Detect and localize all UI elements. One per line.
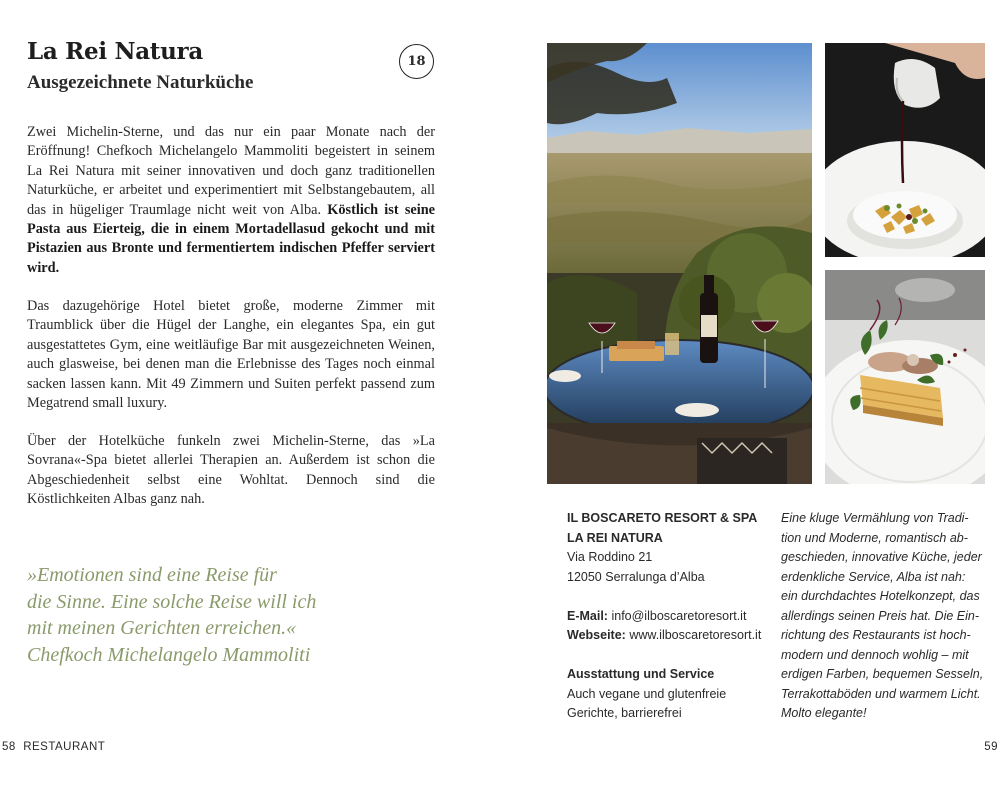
review-line: geschieden, innovative Küche, jeder — [781, 550, 982, 564]
review-line: ein durchdachtes Hotelkonzept, das — [781, 589, 980, 603]
right-page — [500, 0, 1000, 800]
amenities-heading: Ausstattung und Service — [567, 667, 715, 681]
website-label: Webseite: — [567, 628, 626, 642]
section-label: RESTAURANT — [23, 741, 106, 753]
review-line: Terrakottaböden und warmem Licht. — [781, 686, 981, 701]
quote-line: die Sinne. Eine solche Reise will ich — [27, 590, 317, 613]
review-line: Molto elegante! — [781, 706, 867, 720]
review-line: modern und dennoch wohlig – mit — [781, 647, 969, 662]
website-row — [567, 626, 772, 646]
body-paragraph-2: Das dazugehörige Hotel bietet große, moderne Zimmer mit Traumblick über die Hügel der Langhe, ein elegantes Spa, ein gut ausgestattetes Gym, eine weitläufige Bar mit ausgezeichneten Weinen, auch glasweise, bei denen man die Erlebnisse des Tages noch einmal sacken lassen kann. Mit 49 Zimmern und Suiten perfekt passend zum Megatrend small luxury. — [27, 298, 435, 412]
body-paragraph-1 — [27, 123, 435, 278]
review-line: erdenkliche Service, Alba ist nah: — [781, 569, 966, 584]
restaurant-name: LA REI NATURA — [567, 530, 663, 545]
quote-line: mit meinen Gerichten erreichen.« — [27, 617, 297, 639]
page-title: La Rei Natura — [27, 38, 203, 65]
chef-quote — [27, 562, 367, 668]
email-label: E-Mail: — [567, 608, 608, 623]
folio-left — [2, 741, 105, 753]
quote-attribution: Chefkoch Michelangelo Mammoliti — [27, 643, 311, 666]
amenities-text: Gerichte, barrierefrei — [567, 706, 682, 720]
email-value: info@ilboscaretoresort.it — [611, 608, 747, 623]
email-row — [567, 607, 772, 627]
review-line: allerdings seinen Preis hat. Die Ein- — [781, 608, 980, 623]
page-number-right: 59 — [984, 741, 998, 753]
review-line: tion und Moderne, romantisch ab- — [781, 530, 968, 545]
review-line: Eine kluge Vermählung von Tradi- — [781, 511, 969, 525]
terrace-wine-photo — [547, 43, 812, 484]
body-paragraph-1-bold: Köstlich ist seine Pasta aus Eierteig, die in einem Mortadellasud gekocht und mit Pistazien aus Bronte und fermentiertem indischen Pfeffer serviert wird. — [27, 201, 435, 276]
plated-dish-photo — [825, 270, 985, 484]
page-number-left: 58 — [2, 741, 16, 753]
page-subtitle: Ausgezeichnete Naturküche — [27, 72, 254, 93]
entry-number-badge: 18 — [399, 44, 434, 79]
website-value: www.ilboscaretoresort.it — [629, 628, 762, 642]
review-text — [781, 509, 991, 724]
amenities-text: Auch vegane und glutenfreie — [567, 686, 727, 701]
venue-info — [567, 509, 772, 724]
sauce-pour-photo — [825, 43, 985, 257]
venue-name: IL BOSCARETO RESORT & SPA — [567, 511, 758, 525]
spacer — [567, 587, 772, 607]
spacer — [567, 646, 772, 666]
quote-line: »Emotionen sind eine Reise für — [27, 564, 277, 586]
review-line: erdigen Farben, bequemen Sesseln, — [781, 667, 984, 681]
street-address: Via Roddino 21 — [567, 550, 653, 564]
review-line: richtung des Restaurants ist hoch- — [781, 628, 971, 642]
body-paragraph-1-regular: Zwei Michelin-Sterne, und das nur ein paar Monate nach der Eröffnung! Chefkoch Michelangelo Mammoliti begeistert in seinem La Rei Natura mit seiner innovativen und doch ganz traditionellen Naturküche, er arbeitet und experimentiert mit Selbstangebautem, all das in hügeliger Traumlage nicht weit von Alba. — [27, 124, 435, 218]
city-address: 12050 Serralunga d’Alba — [567, 569, 705, 584]
body-paragraph-3: Über der Hotelküche funkeln zwei Michelin-Sterne, das »La Sovrana«-Spa bietet allerlei Therapien an. Außerdem ist schon die Abgeschiedenheit selbst eine Wohltat. Dennoch sind die Köstlichkeiten Albas ganz nah. — [27, 433, 435, 508]
